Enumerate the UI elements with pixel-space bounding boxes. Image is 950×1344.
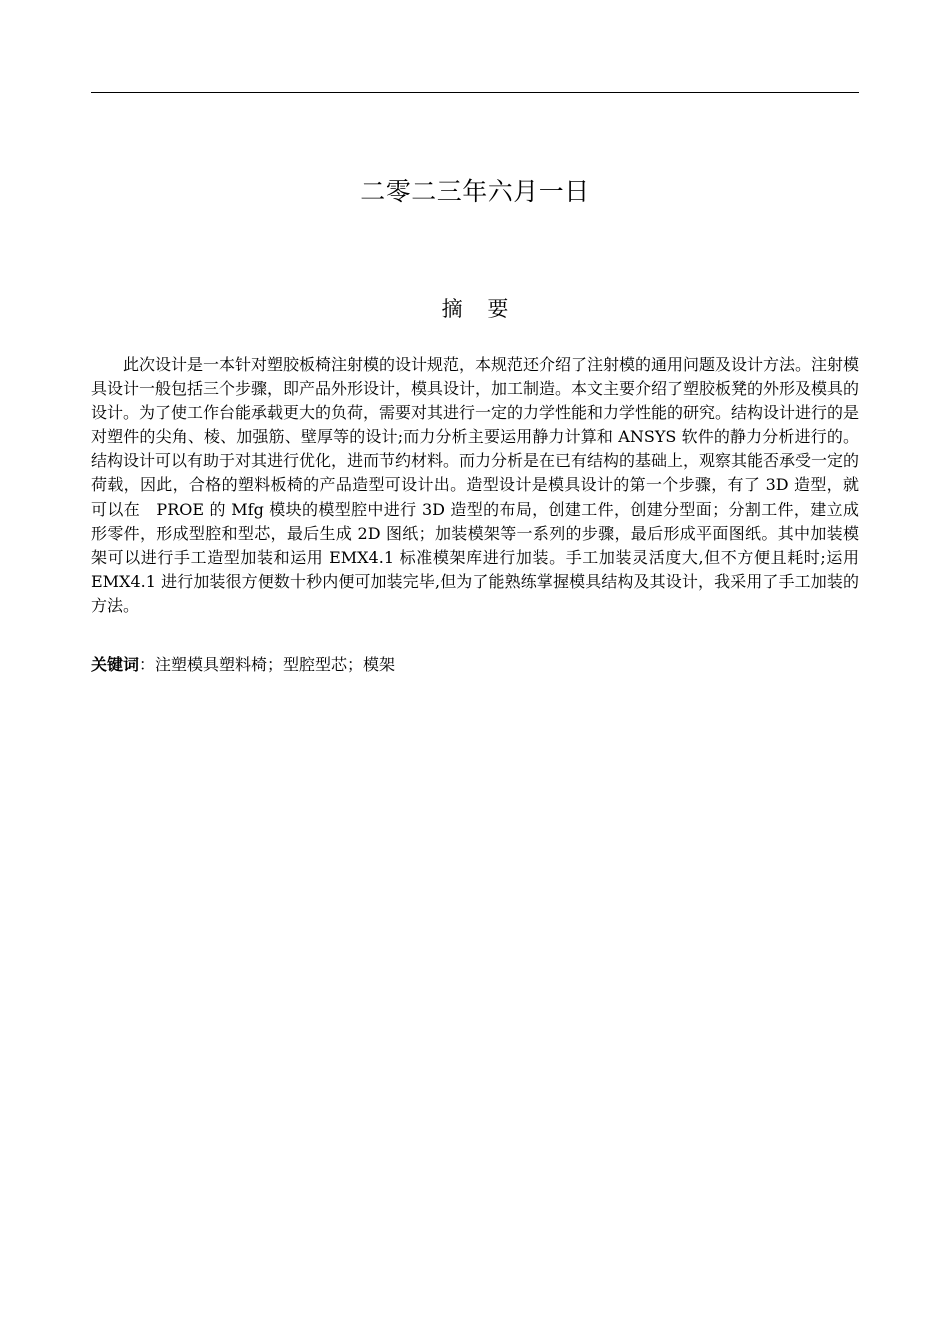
abstract-body: 此次设计是一本针对塑胶板椅注射模的设计规范，本规范还介绍了注射模的通用问题及设计方法。注射模具设计一般包括三个步骤，即产品外形设计，模具设计，加工制造。本文主要介绍了塑胶板凳的外形及模具的设计。为了使工作台能承载更大的负荷，需要对其进行一定的力学性能和力学性能的研究。结构设计进行的是对塑件的尖角、棱、加强筋、壁厚等的设计;而力分析主要运用静力计算和 ANSYS 软件的静力分析进行的。结构设计可以有助于对其进行优化，进而节约材料。而力分析是在已有结构的基础上，观察其能否承受一定的荷载，因此，合格的塑料板椅的产品造型可设计出。造型设计是模具设计的第一个步骤，有了 3D 造型，就可以在 PROE 的 Mfg 模块的模型腔中进行 3D 造型的布局，创建工件，创建分型面；分割工件，建立成形零件，形成型腔和型芯，最后生成 2D 图纸；加装模架等一系列的步骤，最后形成平面图纸。其中加装模架可以进行手工造型加装和运用 EMX4.1 标准模架库进行加装。手工加装灵活度大,但不方便且耗时;运用 EMX4.1 进行加装很方便数十秒内便可加装完毕,但为了能熟练掌握模具结构及其设计，我采用了手工加装的方法。 bbox=[91, 355, 860, 615]
abstract-title: 摘 要 bbox=[441, 297, 518, 321]
keywords-line bbox=[91, 653, 859, 677]
keywords-separator: ： bbox=[139, 655, 156, 674]
cover-date: 二零二三年六月一日 bbox=[360, 177, 590, 206]
header-rule bbox=[91, 92, 859, 93]
keywords-label: 关键词 bbox=[91, 655, 140, 674]
keywords-text: 注塑模具塑料椅；型腔型芯；模架 bbox=[155, 655, 396, 674]
